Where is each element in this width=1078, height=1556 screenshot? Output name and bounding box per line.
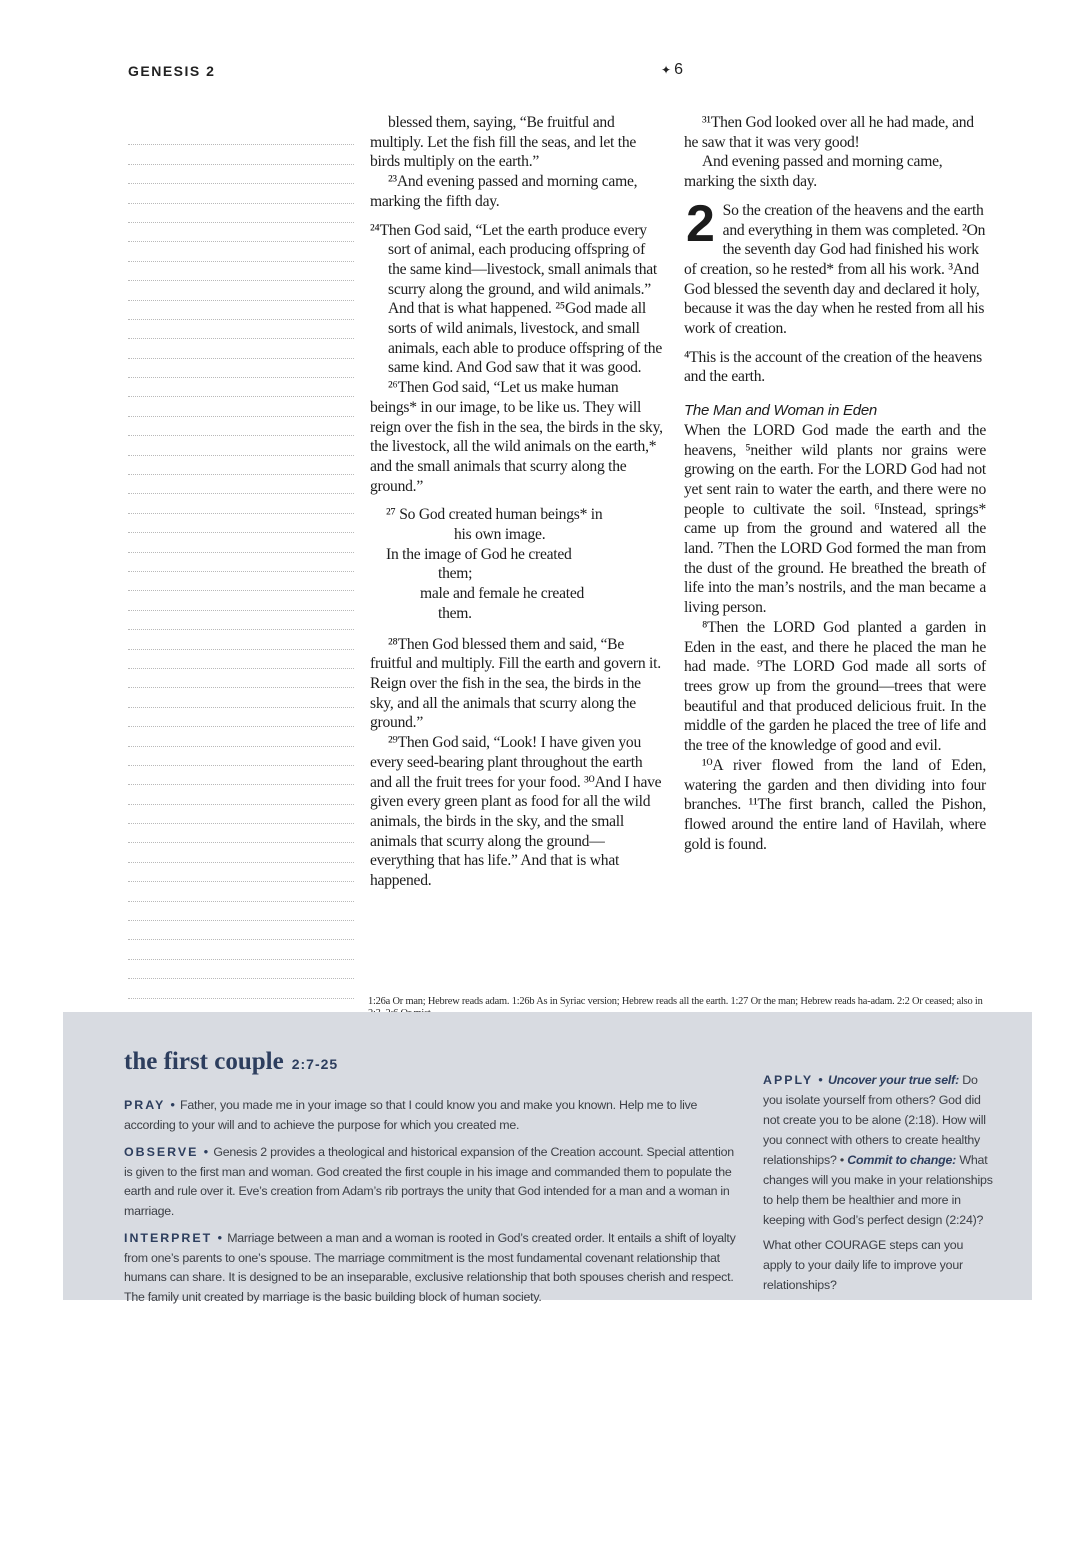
interpret-label: INTERPRET • bbox=[124, 1231, 224, 1245]
verse-paragraph: ²⁴Then God said, “Let the earth produce every sort of animal, each producing offspring of the same kind—livestock, small animals that scurry along the ground, and wild animals.” And that is what happened. ²⁵God made all sorts of wild animals, livestock, and small animals, each able to produce offspring of the same kind. And God saw that it was good. bbox=[370, 221, 662, 377]
pray-label: PRAY • bbox=[124, 1098, 177, 1112]
panel-title bbox=[124, 1048, 338, 1076]
chapter-number: 2 bbox=[686, 194, 715, 253]
verse-paragraph: ²⁶Then God said, “Let us make human beings* in our image, to be like us. They will reign over the fish in the sea, the birds in the sky, the livestock, all the wild animals on the earth,* and the small animals that scurry along the ground.” bbox=[370, 379, 663, 495]
verse-paragraph: ¹⁰A river flowed from the land of Eden, watering the garden and then dividing into four branches. ¹¹The first branch, called the Pishon, flowed around the entire land of Havilah, where gold is found. bbox=[684, 756, 986, 853]
interpret-paragraph bbox=[124, 1229, 744, 1307]
poetry-block bbox=[386, 505, 666, 623]
verse-paragraph: blessed them, saying, “Be fruitful and multiply. Let the fish fill the seas, and let the birds multiply on the earth.” bbox=[370, 114, 637, 171]
page-number-block bbox=[661, 61, 683, 79]
poetry-line: male and female he created bbox=[420, 585, 585, 603]
page-number: 6 bbox=[674, 61, 683, 78]
pray-text: Father, you made me in your image so that I could know you and make you known. Help me to live according to your will and to achieve the purpose for which you created me. bbox=[124, 1098, 698, 1132]
poetry-line: In the image of God he created bbox=[386, 545, 572, 563]
panel-title-text: the first couple bbox=[124, 1048, 284, 1075]
study-panel bbox=[63, 1012, 1032, 1304]
footnotes: 1:26a Or man; Hebrew reads adam. 1:26b As in Syriac version; Hebrew reads all the earth. 1:27 Or the man; Hebrew reads ha-adam. 2:2 Or ceased; also in bbox=[368, 996, 983, 1007]
notes-lines bbox=[128, 126, 354, 1018]
verse-paragraph: ³¹Then God looked over all he had made, and he saw that it was very good! bbox=[684, 114, 974, 151]
poetry-line: them; bbox=[438, 565, 473, 583]
verse-paragraph: ²⁹Then God said, “Look! I have given you every seed-bearing plant throughout the earth and all the fruit trees for your food. ³⁰And I have given every green plant as food for all the wild animals, the birds in the sky, and the small animals that scurry along the ground—everything that has life.” And that is what happened. bbox=[370, 734, 662, 890]
scripture-column-right bbox=[684, 113, 986, 854]
verse-paragraph: When the LORD God made the earth and the heavens, ⁵neither wild plants nor grains were growing on the earth. For the LORD God had not yet sent rain to water the earth, and there were no people to cultivate the soil. ⁶Instead, springs* came up from the ground and watered all the land. ⁷Then the LORD God formed the man from the dust of the ground. He breathed the breath of life into the man’s nostrils, and the man became a living person. bbox=[684, 421, 986, 617]
apply-paragraph bbox=[763, 1070, 995, 1230]
verse-paragraph: ²³And evening passed and morning came, marking the fifth day. bbox=[370, 173, 638, 210]
poetry-line: ²⁷ So God created human beings* in bbox=[386, 506, 603, 524]
apply-text: Do you isolate yourself from others? God did not create you to be alone (2:18). How will you connect with others to create healthy relationships? • bbox=[763, 1073, 986, 1167]
panel-right-column bbox=[763, 1070, 995, 1300]
poetry-line: them. bbox=[438, 604, 472, 622]
panel-reference: 2:7-25 bbox=[291, 1056, 339, 1072]
verse-paragraph: So the creation of the heavens and the earth and everything in them was completed. ²On the seventh day God had finished his work of creation, so he rested* from all his work. ³And God blessed the seventh day and declared it holy, because it was the day when he rested from all his work of creation. bbox=[684, 201, 986, 338]
observe-text: Genesis 2 provides a theological and historical expansion of the Creation account. Special attention is given to the first man and woman. God created the first couple in his image and commanded them to populate the earth and rule over it. Eve’s creation from Adam’s rib portrays the unity that God intended for a man and a woman in marriage. bbox=[124, 1145, 734, 1218]
poetry-line: his own image. bbox=[454, 526, 546, 544]
apply-emphasis: Uncover your true self: bbox=[827, 1073, 960, 1087]
verse-paragraph: ⁸Then the LORD God planted a garden in Eden in the east, and there he placed the man he had made. ⁹The LORD God made all sorts of trees grow up from the ground—trees that were beautiful and that produced delicious fruit. In the middle of the garden he placed the tree of life and the tree of the knowledge of good and evil. bbox=[684, 618, 986, 755]
section-heading: The Man and Woman in Eden bbox=[684, 402, 878, 420]
apply-label: APPLY • bbox=[763, 1073, 825, 1087]
commit-emphasis: Commit to change: bbox=[847, 1153, 957, 1167]
verse-paragraph: ²⁸Then God blessed them and said, “Be fruitful and multiply. Fill the earth and govern it. Reign over the fish in the sea, the birds in the sky, and all the animals that scurry along the ground.” bbox=[370, 635, 661, 732]
observe-paragraph bbox=[124, 1143, 744, 1221]
panel-left-column bbox=[124, 1096, 744, 1315]
running-head-book: GENESIS 2 bbox=[128, 63, 216, 79]
commit-text: What changes will you make in your relationships to help them be healthier and more in keeping with God’s perfect design (2:24)? bbox=[763, 1153, 993, 1227]
scripture-column-left bbox=[370, 113, 666, 891]
closing-paragraph: What other COURAGE steps can you apply to your daily life to improve your relationships? bbox=[763, 1238, 964, 1292]
pray-paragraph bbox=[124, 1096, 744, 1135]
interpret-text: Marriage between a man and a woman is rooted in God’s created order. It entails a shift of loyalty from one’s parents to one’s spouse. The marriage commitment is the most fundamental covenant relationship that humans can share. It is designed to be an inseparable, exclusive relationship that both spouses cherish and respect. The family unit created by marriage is the basic building block of human society. bbox=[124, 1231, 736, 1304]
chapter-opening bbox=[684, 194, 986, 339]
page-mark-icon: ✦ bbox=[661, 63, 672, 77]
verse-paragraph: ⁴This is the account of the creation of the heavens and the earth. bbox=[684, 348, 982, 386]
verse-paragraph: And evening passed and morning came, marking the sixth day. bbox=[684, 153, 943, 191]
observe-label: OBSERVE • bbox=[124, 1145, 211, 1159]
